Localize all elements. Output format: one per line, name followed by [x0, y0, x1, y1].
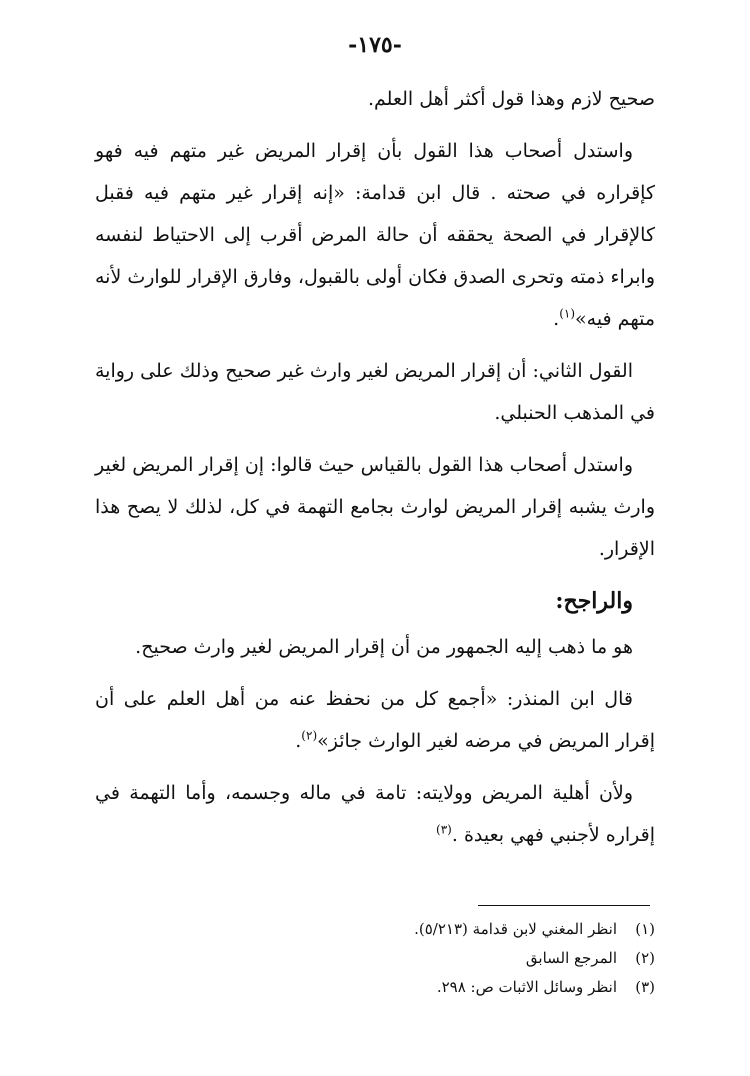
paragraph-1	[95, 78, 655, 120]
footnote-1	[95, 915, 655, 944]
footnote-2-number: (٢)	[635, 949, 655, 967]
body-text	[95, 78, 655, 866]
footnote-2	[95, 944, 655, 973]
footnote-1-number: (١)	[635, 920, 655, 938]
footnote-ref-2: (٢)	[301, 728, 318, 743]
paragraph-2: واستدل أصحاب هذا القول بأن إقرار المريض غير متهم فيه فهو كإقراره في صحته . قال ابن قدامة: «إنه إقرار غير متهم فيه فقبل كالإقرار في الصحة يحققه أن حالة المرض أقرب إلى الاحتياط لنفسه وابراء ذمته وتحرى الصدق فكان أولى بالقبول، وفارق الإقرار للوارث لأنه متهم فيه»$^{(١)}$.	[95, 140, 655, 330]
footnote-divider	[478, 905, 650, 906]
footnote-ref-3: (٣)	[436, 822, 452, 837]
footnotes	[95, 915, 655, 1002]
paragraph-4-text: واستدل أصحاب هذا القول بالقياس حيث قالوا: إن إقرار المريض لغير وارث يشبه إقرار المريض لوارث بجامع التهمة في كل، لذلك لا يصح هذا الإقرار.	[95, 454, 655, 560]
paragraph-6-text: قال ابن المنذر: «أجمع كل من نحفظ عنه من أهل العلم على أن إقرار المريض في مرضه لغير الوارث جائز»	[95, 688, 655, 752]
footnote-ref-1: (١)	[559, 306, 576, 321]
paragraph-6: قال ابن المنذر: «أجمع كل من نحفظ عنه من أهل العلم على أن إقرار المريض في مرضه لغير الوارث جائز»$^{(٢)}$.	[95, 688, 655, 752]
footnote-1-text: انظر المغني لابن قدامة (٥/٢١٣).	[414, 920, 617, 938]
footnote-3	[95, 973, 655, 1002]
paragraph-5	[95, 626, 655, 668]
paragraph-7-text: ولأن أهلية المريض وولايته: تامة في ماله وجسمه، وأما التهمة في إقراره لأجنبي فهي بعيدة .	[95, 782, 655, 846]
footnote-2-text: المرجع السابق	[525, 949, 617, 967]
paragraph-3-text: القول الثاني: أن إقرار المريض لغير وارث غير صحيح وذلك على رواية في المذهب الحنبلي.	[95, 360, 655, 424]
paragraph-5-text: هو ما ذهب إليه الجمهور من أن إقرار المريض لغير وارث صحيح.	[135, 636, 633, 658]
paragraph-7	[95, 772, 655, 856]
paragraph-4	[95, 444, 655, 570]
footnote-3-text: انظر وسائل الاثبات ص: ٢٩٨.	[436, 978, 617, 996]
paragraph-1-text: صحيح لازم وهذا قول أكثر أهل العلم.	[368, 88, 655, 110]
footnote-3-number: (٣)	[635, 978, 655, 996]
page-number: -١٧٥-	[348, 32, 402, 58]
paragraph-3	[95, 350, 655, 434]
paragraph-2-text: واستدل أصحاب هذا القول بأن إقرار المريض غير متهم فيه فهو كإقراره في صحته . قال ابن قدامة: «إنه إقرار غير متهم فيه فقبل كالإقرار في الصحة يحققه أن حالة المرض أقرب إلى الاحتياط لنفسه وابراء ذمته وتحرى الصدق فكان أولى بالقبول، وفارق الإقرار للوارث لأنه متهم فيه»	[95, 140, 655, 330]
section-heading: والراجح:	[555, 588, 633, 614]
